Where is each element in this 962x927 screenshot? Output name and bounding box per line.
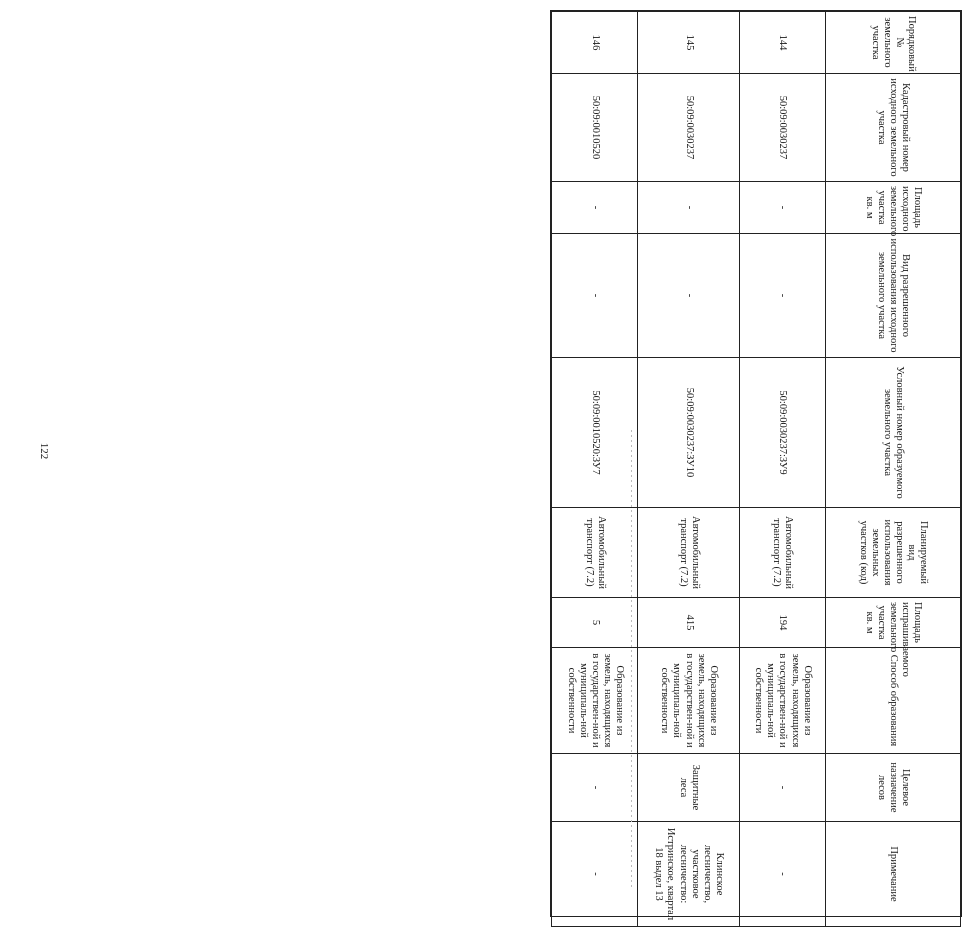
header-formation-method: Способ образования (826, 648, 961, 754)
page-number: 122 (38, 442, 50, 460)
cell-source-area: - (739, 182, 825, 234)
cell-source-use: - (739, 234, 825, 358)
cell-note: - (552, 822, 638, 927)
cell-source-area: - (638, 182, 740, 234)
table-row (739, 12, 825, 927)
cell-cadastral-number: 50:09:0030237 (638, 74, 740, 182)
table-row (638, 12, 740, 927)
cell-source-area: - (552, 182, 638, 234)
header-source-area: Площадь исходного земельного участка кв. м (826, 182, 961, 234)
cell-forest-purpose: Защитные леса (638, 754, 740, 822)
cell-forest-purpose: - (739, 754, 825, 822)
land-plots-table (550, 10, 962, 921)
cell-cadastral-number: 50:09:0010520 (552, 74, 638, 182)
header-row-number: Порядковый № земельного участка (826, 12, 961, 74)
cell-conditional-number: 50:09:0030237:ЗУ10 (638, 358, 740, 508)
table-row (552, 12, 638, 927)
cell-new-area: 194 (739, 598, 825, 648)
cell-new-area: 415 (638, 598, 740, 648)
cell-formation-method: Образование из земель, находящихся в государствен-ной и муниципаль-ной собственности (739, 648, 825, 754)
header-planned-use: Планируемый вид разрешенного использования земельных участков (код) (826, 508, 961, 598)
header-cadastral-number: Кадастровый номер исходного земельного участка (826, 74, 961, 182)
cell-planned-use: Автомобильный транспорт (7.2) (638, 508, 740, 598)
cell-row-number: 145 (638, 12, 740, 74)
cell-new-area: 5 (552, 598, 638, 648)
cell-row-number: 146 (552, 12, 638, 74)
cell-planned-use: Автомобильный транспорт (7.2) (552, 508, 638, 598)
cell-source-use: - (638, 234, 740, 358)
cell-formation-method: Образование из земель, находящихся в государствен-ной и муниципаль-ной собственности (638, 648, 740, 754)
header-conditional-number: Условный номер образуемого земельного участка (826, 358, 961, 508)
header-forest-purpose: Целевое назначение лесов (826, 754, 961, 822)
cell-formation-method: Образование из земель, находящихся в государствен-ной и муниципаль-ной собственности (552, 648, 638, 754)
cell-note: - (739, 822, 825, 927)
header-source-use: Вид разрешенного использования исходного земельного участка (826, 234, 961, 358)
cell-note: Клинское лесничество, участковое лесничество: Истринское, квартал 18 выдел 13 (638, 822, 740, 927)
header-new-area: Площадь испрашиваемого земельного участка кв. м (826, 598, 961, 648)
cell-conditional-number: 50:09:0010520:ЗУ7 (552, 358, 638, 508)
header-note: Примечание (826, 822, 961, 927)
cell-cadastral-number: 50:09:0030237 (739, 74, 825, 182)
cell-row-number: 144 (739, 12, 825, 74)
page-edge-rule (631, 430, 632, 890)
cell-source-use: - (552, 234, 638, 358)
cell-planned-use: Автомобильный транспорт (7.2) (739, 508, 825, 598)
table-header-row (826, 12, 961, 927)
cell-conditional-number: 50:09:0030237:ЗУ9 (739, 358, 825, 508)
cell-forest-purpose: - (552, 754, 638, 822)
